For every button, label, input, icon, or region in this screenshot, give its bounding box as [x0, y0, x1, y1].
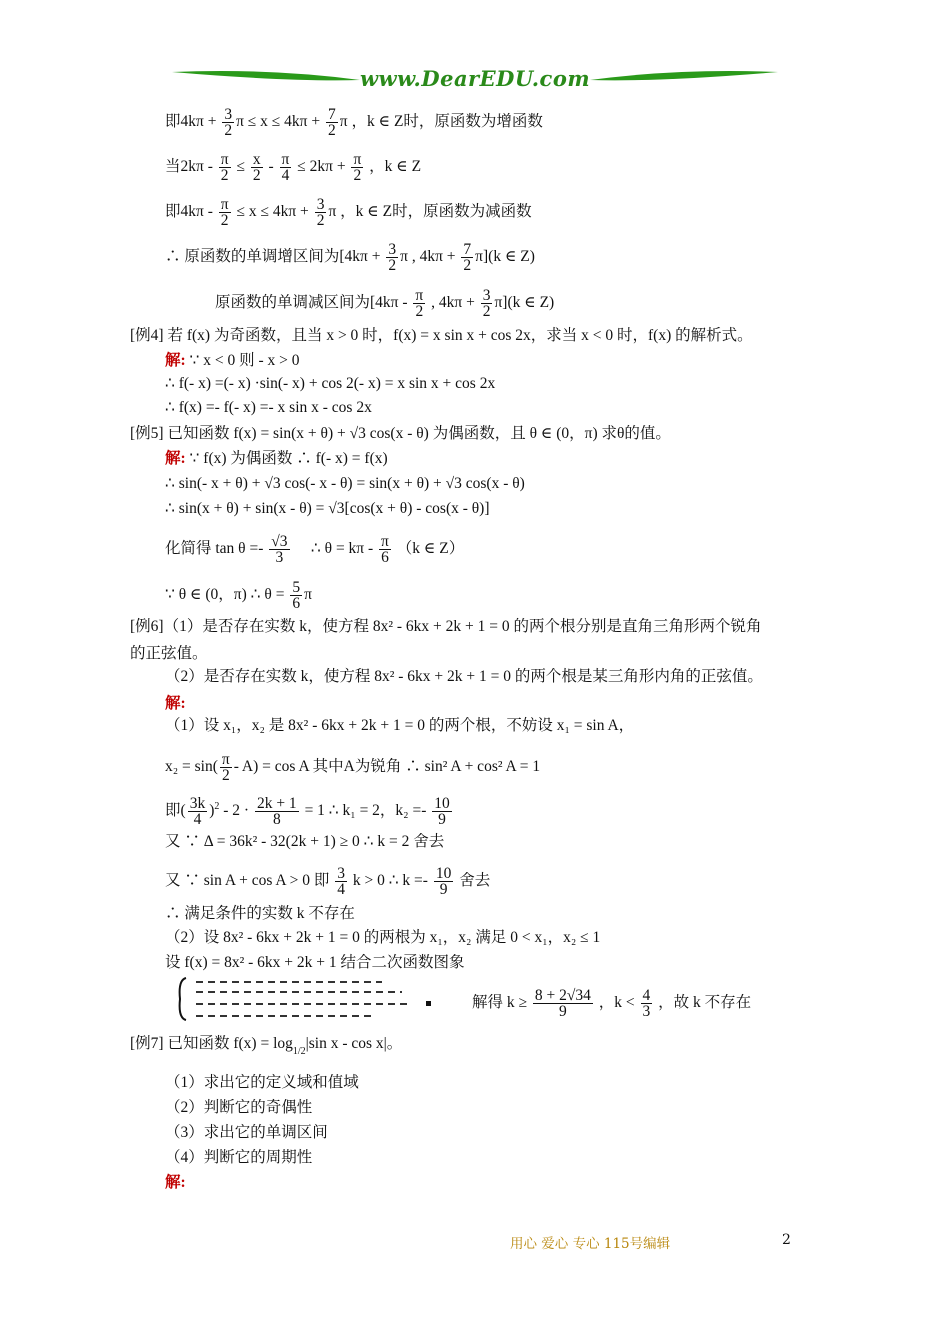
text: x₂ = sin( [165, 758, 218, 776]
fraction: $\frac{x}{2}$ [252, 151, 261, 184]
fraction: $\frac{3}{2}$ [482, 287, 491, 320]
line-decreasing-summary: 原函数的单调减区间为[4kπ - $\frac{\pi}{2}$ , 4kπ + $\frac{3}{2}$ π](k ∈ Z) [215, 287, 555, 320]
example-label: [例7] [130, 1035, 164, 1052]
example-6-part-2-setup: （2）设 8x² - 6kx + 2k + 1 = 0 的两根为 x₁，x₂ 满足 0 < x₁，x₂ ≤ 1 [165, 929, 601, 946]
example-7-item-1: （1）求出它的定义域和值域 [165, 1074, 359, 1091]
example-6-part-2-result [472, 988, 751, 1019]
fraction: $\frac{\pi}{2}$ [220, 151, 229, 184]
question-text: （1）是否存在实数 k，使方程 8x² - 6kx + 2k + 1 = 0 的两个根分别是直角三角形两个锐角 [163, 618, 762, 635]
fraction: $\frac{\pi}{2}$ [353, 151, 362, 184]
example-6-part-1-setup: （1）设 x₁，x₂ 是 8x² - 6kx + 2k + 1 = 0 的两个根，不妨设 x₁ = sin A， [165, 717, 635, 734]
example-5-step-2: ∴ sin(- x + θ) + √3 cos(- x - θ) = sin(x + θ) + √3 cos(x - θ) [165, 475, 525, 492]
fraction: $\frac{5}{6}$ [292, 579, 301, 612]
line-increasing-summary: ∴ 原函数的单调增区间为[4kπ + $\frac{3}{2}$ π , 4kπ + $\frac{7}{2}$ π](k ∈ Z) [165, 241, 535, 274]
example-5-step-1 [165, 449, 388, 469]
step-text: ∵ x < 0 则 - x > 0 [189, 352, 300, 369]
header-banner [170, 62, 780, 92]
fraction: $\frac{8 + 2√34}{9}$ [534, 987, 591, 1020]
text: = 1 ∴ k₁ = 2，k₂ =- [304, 802, 427, 820]
question-text: 已知函数 f(x) = sin(x + θ) + √3 cos(x - θ) 为偶函数，且 θ ∈ (0，π) 求θ的值。 [167, 425, 671, 442]
example-4-step-2: ∴ f(- x) =(- x) ·sin(- x) + cos 2(- x) = x sin x + cos 2x [165, 375, 496, 392]
question-text: 若 f(x) 为奇函数，且当 x > 0 时，f(x) = x sin x + cos 2x，求当 x < 0 时，f(x) 的解析式。 [167, 327, 753, 344]
fraction: $\frac{3}{4}$ [337, 865, 345, 898]
text: k > 0 ∴ k =- [352, 872, 428, 890]
fraction: $\frac{\pi}{6}$ [381, 533, 389, 566]
fraction: $\frac{\pi}{2}$ [221, 751, 230, 784]
inequality-system-graphic [172, 974, 442, 1024]
example-7-question: [例7] 已知函数 $f(x) = \log_{1/2}|\sin$ x - cos x|。 [130, 1035, 403, 1057]
solution-label: 解: [165, 450, 186, 467]
text: ，k ∈ Z时，原函数为减函数 [340, 203, 532, 221]
example-label: [例6] [130, 618, 164, 635]
fraction: $\frac{3}{2}$ [316, 196, 325, 229]
fraction: $\frac{7}{2}$ [328, 106, 336, 139]
text: ，故 k 不存在 [658, 994, 752, 1012]
footer-motto: 用心 爱心 专心 115号编辑 [510, 1236, 671, 1252]
text: 原函数的单调减区间为 [215, 294, 371, 312]
fraction: $\frac{10}{9}$ [434, 795, 450, 828]
fraction: $\frac{\pi}{2}$ [415, 287, 424, 320]
fraction: $\frac{\pi}{4}$ [281, 151, 290, 184]
text: ∴ 原函数的单调增区间为 [165, 248, 340, 266]
example-5-step-4 [165, 534, 464, 565]
solution-label: 解: [165, 352, 186, 369]
example-6-question-1 [130, 617, 762, 637]
text: 化简得 tan θ =- [165, 540, 264, 558]
text: ∴ θ = kπ - [310, 540, 374, 558]
text: 。 [386, 1035, 403, 1052]
site-logo-text: www.DearEDU.com [359, 66, 591, 91]
example-6-question-1-cont: 的正弦值。 [130, 645, 208, 662]
solution-label: 解: [165, 1174, 186, 1191]
example-6-discriminant: 又 ∵ Δ = 36k² - 32(2k + 1) ≥ 0 ∴ k = 2 舍去 [165, 833, 445, 850]
fraction: $\frac{3k}{4}$ [189, 795, 206, 828]
example-4-step-1 [165, 351, 300, 371]
example-label: [例5] [130, 425, 164, 442]
example-7-item-3: （3）求出它的单调区间 [165, 1124, 328, 1141]
example-6-part-1-equation: 即( $\frac{3k}{4}$ )$^2$ - 2 · $\frac{2k + 1}{8}$ = 1 ∴ k₁ = 2，k₂ =- $\frac{10}{9}$ [165, 795, 450, 828]
fraction: $\frac{\pi}{2}$ [220, 196, 229, 229]
text: (k ∈ Z) [488, 248, 535, 266]
fraction: $\frac{3}{2}$ [224, 106, 233, 139]
text: (k ∈ Z) [507, 294, 555, 312]
text: ，k < [598, 994, 635, 1012]
example-4-question [130, 326, 753, 346]
fraction: $\frac{3}{2}$ [388, 241, 397, 274]
text: 即 [165, 203, 181, 221]
example-7-item-2: （2）判断它的奇偶性 [165, 1099, 313, 1116]
example-label: [例4] [130, 327, 164, 344]
example-4-step-3: ∴ f(x) =- f(- x) =- x sin x - cos 2x [165, 399, 372, 416]
example-6-sign-check [165, 866, 490, 897]
fraction: $\frac{10}{9}$ [435, 865, 452, 898]
example-5-step-5: ∵ θ ∈ (0，π) ∴ θ = $\frac{5}{6}$ π [165, 579, 312, 612]
line-decreasing-interval: 即4kπ - $\frac{\pi}{2}$ ≤ x ≤ 4kπ + $\frac{3}{2}$ π ，k ∈ Z时，原函数为减函数 [165, 196, 532, 229]
example-6-conclusion-1: ∴ 满足条件的实数 k 不存在 [165, 905, 355, 922]
text: 解得 k ≥ [472, 994, 528, 1012]
page-number: 2 [782, 1232, 791, 1248]
fraction: $\frac{7}{2}$ [463, 241, 472, 274]
text: 即 [165, 113, 181, 131]
text: - A) = cos A 其中A为锐角 ∴ sin² A + cos² A = 1 [233, 758, 541, 776]
text: 已知函数 [167, 1035, 230, 1052]
text: 又 ∵ sin A + cos A > 0 即 [165, 872, 330, 890]
fraction: $\frac{√3}{3}$ [271, 533, 288, 566]
text: - 2 · [223, 802, 250, 820]
example-6-part-2-function: 设 f(x) = 8x² - 6kx + 2k + 1 结合二次函数图象 [165, 954, 465, 971]
example-6-part-1-relation [165, 752, 540, 783]
text: ∵ θ ∈ (0，π) ∴ θ = [165, 586, 285, 604]
example-6-question-2: （2）是否存在实数 k，使方程 8x² - 6kx + 2k + 1 = 0 的两个根是某三角形内角的正弦值。 [165, 668, 763, 685]
line-condition: 当2kπ - $\frac{\pi}{2}$ ≤ $\frac{x}{2}$ - $\frac{\pi}{4}$ ≤ 2kπ + $\frac{\pi}{2}$ ，k ∈ Z [165, 151, 422, 184]
example-7-item-4: （4）判断它的周期性 [165, 1149, 313, 1166]
text: ，k ∈ Z [369, 158, 422, 176]
fraction: $\frac{4}{3}$ [642, 987, 651, 1020]
text: 舍去 [459, 872, 491, 890]
example-5-question [130, 424, 671, 444]
text: 当 [165, 158, 181, 176]
solution-label: 解: [165, 695, 186, 712]
text: 即 [165, 802, 181, 820]
example-5-step-3: ∴ sin(x + θ) + sin(x - θ) = √3[cos(x + θ) - cos(x - θ)] [165, 500, 490, 517]
text: ，k ∈ Z时，原函数为增函数 [351, 113, 543, 131]
step-text: ∵ f(x) 为偶函数 ∴ f(- x) = f(x) [189, 450, 388, 467]
text: （k ∈ Z） [396, 540, 465, 558]
line-increasing-interval: 即4kπ + $\frac{3}{2}$ π ≤ x ≤ 4kπ + $\frac{7}{2}$ π ，k ∈ Z时，原函数为增函数 [165, 106, 543, 139]
fraction: $\frac{2k + 1}{8}$ [256, 795, 297, 828]
